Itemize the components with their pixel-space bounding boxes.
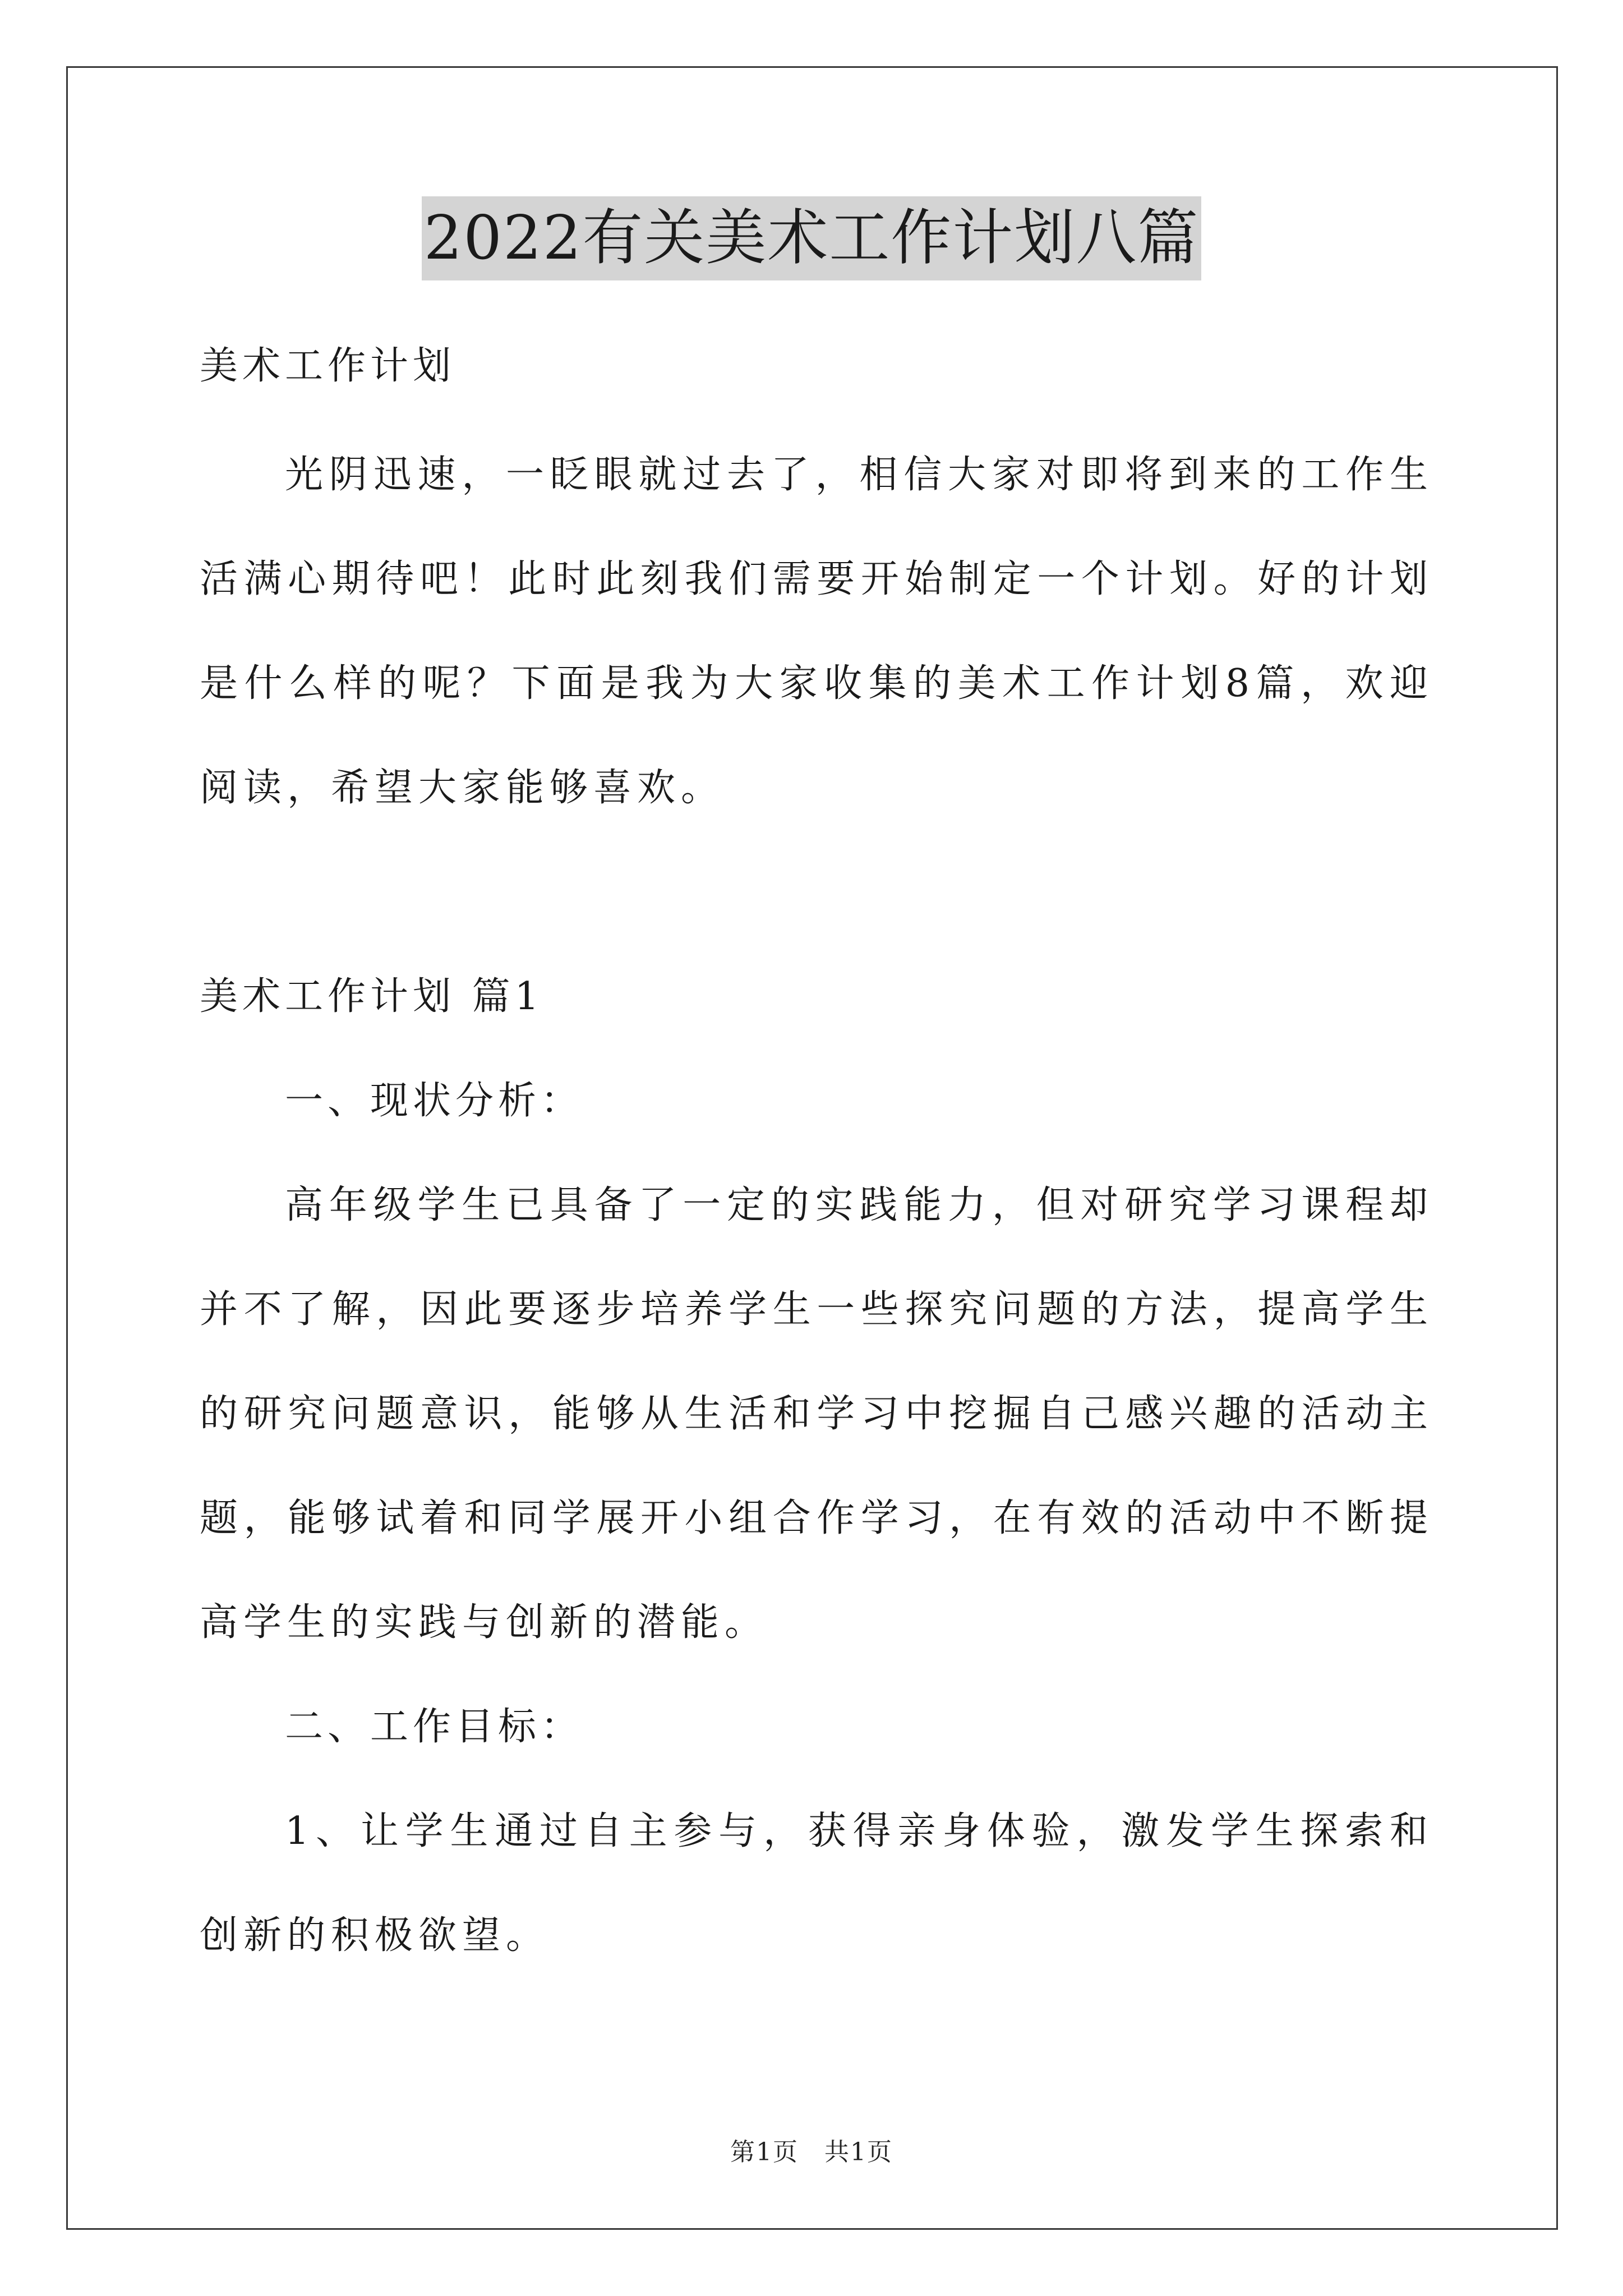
spacer — [200, 840, 1433, 945]
intro-paragraph: 光阴迅速，一眨眼就过去了，相信大家对即将到来的工作生活满心期待吧！此时此刻我们需要开始制定一个计划。好的计划是什么样的呢？下面是我为大家收集的美术工作计划8篇，欢迎阅读，希望大家能够喜欢。 — [200, 453, 1433, 810]
document-title-text: 2022有关美术工作计划八篇 — [422, 196, 1202, 280]
heading-status-analysis: 一、现状分析： — [285, 1079, 584, 1123]
article-heading: 美术工作计划 篇1 — [200, 974, 543, 1019]
paragraph-work-goals: 1、让学生通过自主参与，获得亲身体验，激发学生探索和创新的积极欲望。 — [200, 1809, 1433, 1958]
section-label: 美术工作计划 — [200, 344, 456, 388]
page-footer: 第1页 共1页 — [730, 2138, 893, 2166]
paragraph-status-analysis: 高年级学生已具备了一定的实践能力，但对研究学习课程却并不了解，因此要逐步培养学生一些探究问题的方法，提高学生的研究问题意识，能够从生活和学习中挖掘自己感兴趣的活动主题，能够试着和同学展开小组合作学习，在有效的活动中不断提高学生的实践与创新的潜能。 — [200, 1183, 1433, 1645]
document-body — [200, 314, 1433, 1988]
document-title — [0, 196, 1623, 280]
heading-work-goals: 二、工作目标： — [285, 1705, 584, 1749]
